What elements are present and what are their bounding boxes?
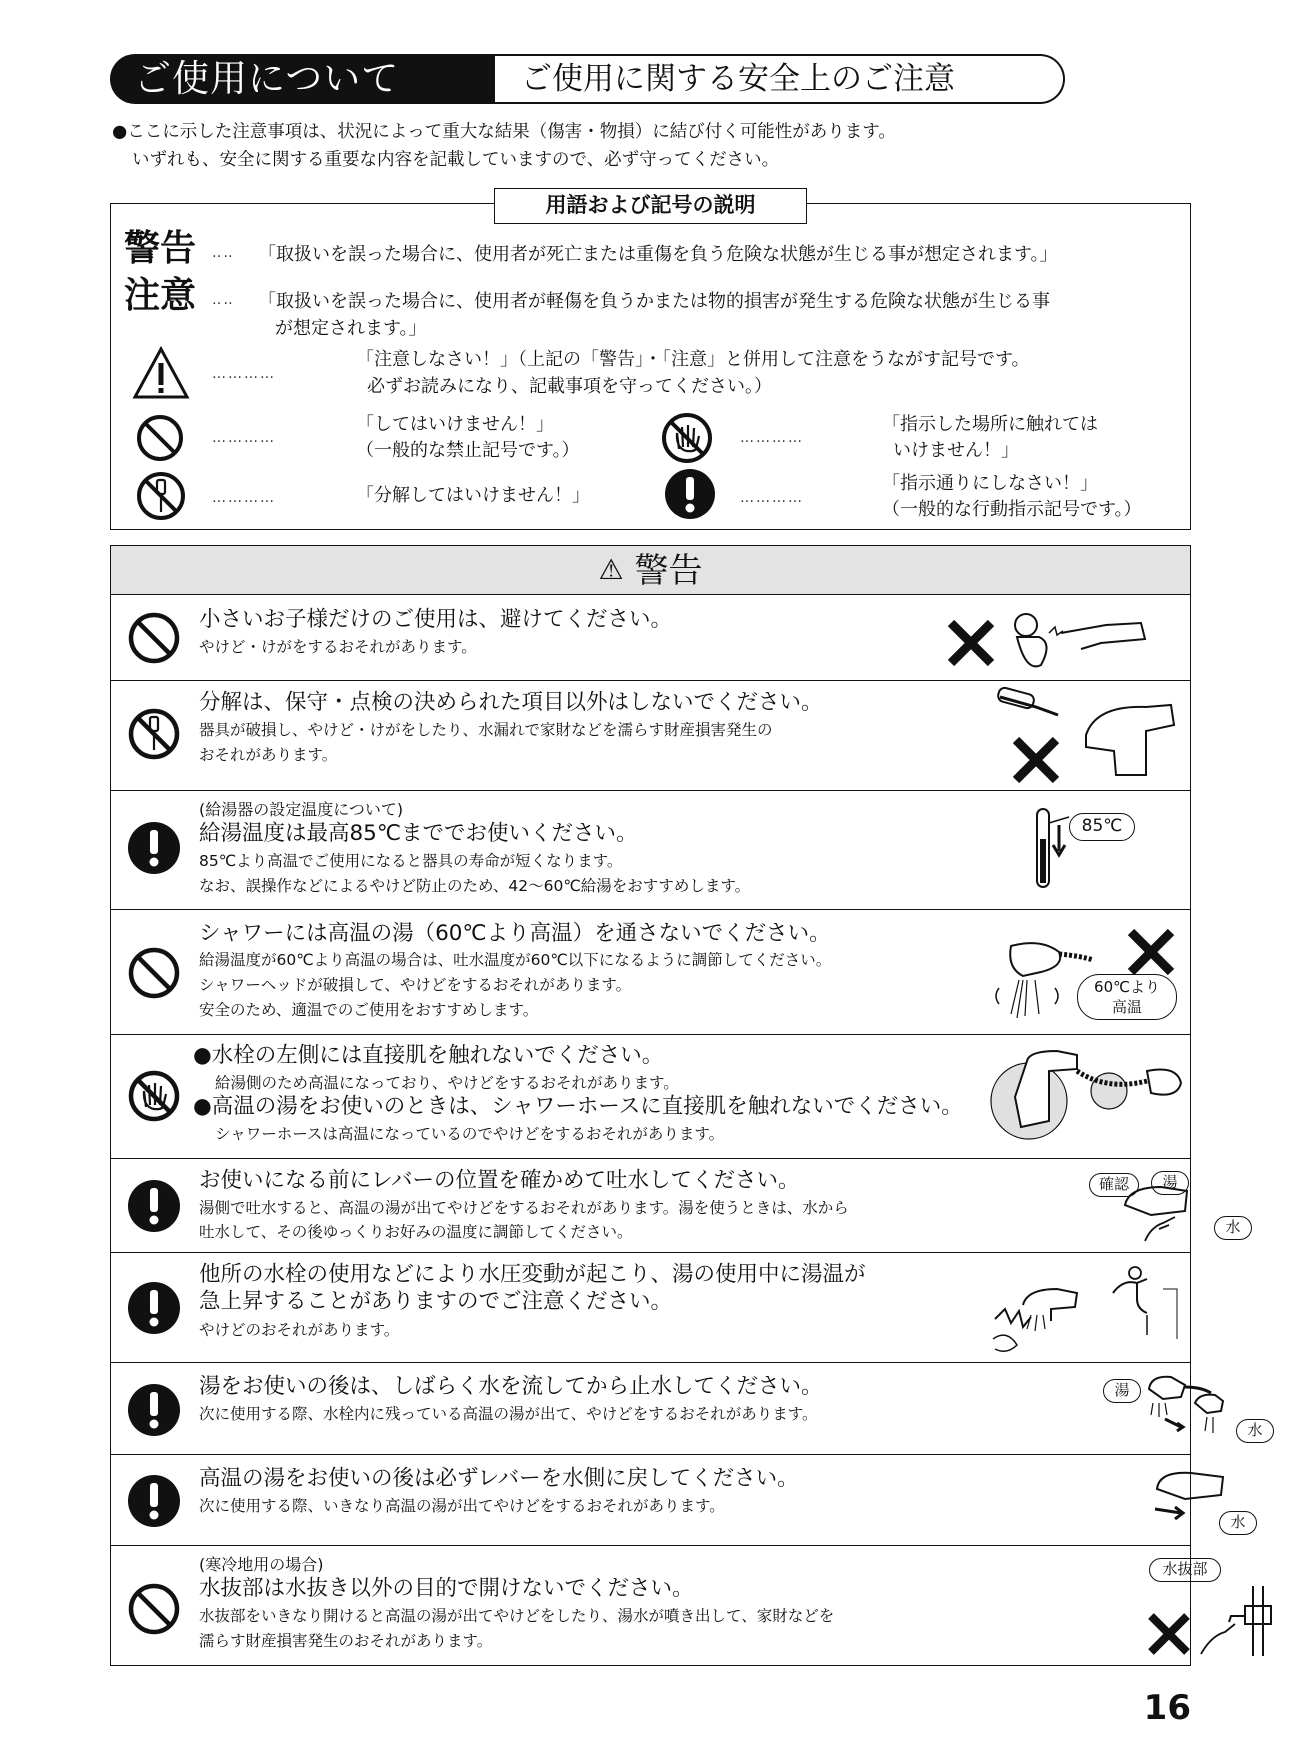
warning-row-2 bbox=[110, 681, 1191, 791]
warning-triangle-icon: ⚠ bbox=[598, 553, 624, 586]
flush-water-illustration bbox=[1141, 1369, 1231, 1451]
legend-triangle-text-2: 必ずお読みになり、記載事項を守ってください。） bbox=[367, 376, 772, 397]
section-header bbox=[110, 54, 1065, 104]
legend-nodisassemble-text: 「分解してはいけません！」 bbox=[356, 485, 590, 506]
warning-heading-text: 警告 bbox=[634, 551, 703, 591]
cold-tag: 水 bbox=[1219, 1511, 1257, 1535]
warning-row-3 bbox=[110, 791, 1191, 910]
child-faucet-illustration bbox=[931, 603, 1181, 675]
row-body-3: 安全のため、適温でのご使用をおすすめします。 bbox=[199, 1001, 539, 1019]
page-number: 16 bbox=[1143, 1688, 1191, 1728]
legend-caution-text-2: が想定されます。」 bbox=[275, 318, 427, 339]
row-body-2: 濡らす財産損害発生のおそれがあります。 bbox=[199, 1632, 493, 1650]
warning-row-7 bbox=[110, 1253, 1191, 1363]
mandatory-icon bbox=[664, 468, 716, 520]
cold-tag: 水 bbox=[1236, 1419, 1274, 1443]
legend-triangle-dots: ………… bbox=[212, 366, 276, 382]
mandatory-icon bbox=[127, 1281, 181, 1335]
row-body: 次に使用する際、水栓内に残っている高温の湯が出て、やけどをするおそれがあります。 bbox=[199, 1405, 818, 1423]
no-touch-icon bbox=[660, 411, 714, 465]
legend-warning-word: 警告 bbox=[124, 228, 197, 269]
row-body-1: 給湯側のため高温になっており、やけどをするおそれがあります。 bbox=[215, 1074, 679, 1092]
legend-mandatory-text-1: 「指示通りにしなさい！」 bbox=[882, 473, 1098, 494]
mandatory-icon bbox=[127, 1179, 181, 1233]
warning-row-1 bbox=[110, 595, 1191, 681]
warning-row-5 bbox=[110, 1035, 1191, 1159]
legend-mandatory-text-2: （一般的な行動指示記号です。） bbox=[882, 499, 1142, 520]
row-title: シャワーには高温の湯（60℃より高温）を通さないでください。 bbox=[199, 921, 831, 946]
cold-tag: 水 bbox=[1214, 1216, 1252, 1240]
confirm-tag: 確認 bbox=[1089, 1173, 1139, 1197]
legend-warning-dots: ‥‥ bbox=[212, 245, 235, 261]
hot-tag: 湯 bbox=[1151, 1171, 1189, 1195]
legend-notouch-text-2: いけません！」 bbox=[893, 440, 1019, 461]
row-body-2: なお、誤操作などによるやけど防止のため、42〜60℃給湯をおすすめします。 bbox=[199, 877, 751, 895]
row-body: やけど・けがをするおそれがあります。 bbox=[199, 638, 477, 656]
warning-row-4 bbox=[110, 910, 1191, 1035]
row-pre: (給湯器の設定温度について) bbox=[199, 800, 404, 819]
prohibit-icon bbox=[127, 946, 181, 1000]
mandatory-icon bbox=[127, 1383, 181, 1437]
lead-text-1: ●ここに示した注意事項は、状況によって重大な結果（傷害・物損）に結び付く可能性があります。 bbox=[112, 122, 896, 142]
warning-heading bbox=[110, 545, 1191, 595]
legend-notouch-text-1: 「指示した場所に触れては bbox=[882, 414, 1098, 435]
prohibit-icon bbox=[135, 413, 185, 463]
warning-row-9 bbox=[110, 1455, 1246, 1546]
temperature-tag: 85℃ bbox=[1069, 813, 1135, 841]
no-disassemble-icon bbox=[135, 470, 187, 522]
no-disassemble-icon bbox=[127, 707, 181, 761]
pressure-change-illustration bbox=[987, 1259, 1187, 1359]
row-title: 湯をお使いの後は、しばらく水を流してから止水してください。 bbox=[199, 1374, 823, 1399]
legend-mandatory-dots: ………… bbox=[740, 490, 804, 506]
hot-temp-tag-line1: 60℃より bbox=[1094, 978, 1160, 996]
row-body-2: シャワーヘッドが破損して、やけどをするおそれがあります。 bbox=[199, 976, 632, 994]
row-body-1: 水抜部をいきなり開けると高温の湯が出てやけどをしたり、湯水が噴き出して、家財などを bbox=[199, 1607, 835, 1625]
screwdriver-faucet-illustration bbox=[996, 685, 1181, 787]
row-body-1: 給湯温度が60℃より高温の場合は、吐水温度が60℃以下になるように調節してください。 bbox=[199, 951, 832, 969]
row-body-2: シャワーホースは高温になっているのでやけどをするおそれがあります。 bbox=[215, 1125, 725, 1143]
hot-temp-tag-line2: 高温 bbox=[1111, 998, 1142, 1016]
legend-prohibit-text-1: 「してはいけません！」 bbox=[356, 414, 554, 435]
no-touch-icon bbox=[127, 1069, 181, 1123]
legend-title: 用語および記号の説明 bbox=[494, 188, 807, 224]
caution-triangle-icon bbox=[132, 346, 190, 400]
hand-pointer-icon bbox=[1141, 1207, 1181, 1247]
legend-triangle-text-1: 「注意しなさい！」（上記の「警告」・「注意」と併用して注意をうながす記号です。 bbox=[356, 349, 1030, 370]
prohibit-icon bbox=[127, 1582, 181, 1636]
mandatory-icon bbox=[127, 821, 181, 875]
row-body: やけどのおそれがあります。 bbox=[199, 1321, 400, 1339]
row-body-1: 湯側で吐水すると、高温の湯が出てやけどをするおそれがあります。湯を使うときは、水から bbox=[199, 1199, 849, 1217]
legend-caution-text-1: 「取扱いを誤った場合に、使用者が軽傷を負うかまたは物的損害が発生する危険な状態が生じる事 bbox=[258, 291, 1050, 312]
legend-caution-dots: ‥‥ bbox=[212, 292, 235, 308]
row-title-2: 急上昇することがありますのでご注意ください。 bbox=[199, 1289, 673, 1314]
row-body-1: 器具が破損し、やけど・けがをしたり、水漏れで家財などを濡らす財産損害発生の bbox=[199, 721, 773, 739]
row-title-1: ●水栓の左側には直接肌を触れないでください。 bbox=[193, 1043, 664, 1068]
hot-temp-tag bbox=[1077, 974, 1177, 1020]
row-title: 給湯温度は最高85℃まででお使いください。 bbox=[199, 821, 638, 846]
page-title: ご使用に関する安全上のご注意 bbox=[495, 54, 1065, 104]
warning-row-6 bbox=[110, 1159, 1241, 1253]
drain-tag: 水抜部 bbox=[1149, 1558, 1221, 1582]
legend-warning-text: 「取扱いを誤った場合に、使用者が死亡または重傷を負う危険な状態が生じる事が想定されます。」 bbox=[258, 244, 1058, 265]
row-title: 分解は、保守・点検の決められた項目以外はしないでください。 bbox=[199, 690, 823, 715]
row-title: 高温の湯をお使いの後は必ずレバーを水側に戻してください。 bbox=[199, 1466, 799, 1491]
row-title: 水抜部は水抜き以外の目的で開けないでください。 bbox=[199, 1576, 694, 1601]
row-body-2: 吐水して、その後ゆっくりお好みの温度に調節してください。 bbox=[199, 1223, 633, 1241]
row-body-1: 85℃より高温でご使用になると器具の寿命が短くなります。 bbox=[199, 852, 623, 870]
legend-caution-word: 注意 bbox=[124, 275, 197, 316]
row-body-2: おそれがあります。 bbox=[199, 746, 338, 764]
faucet-hot-area-illustration bbox=[987, 1041, 1187, 1153]
prohibit-icon bbox=[127, 611, 181, 665]
row-title-1: 他所の水栓の使用などにより水圧変動が起こり、湯の使用中に湯温が bbox=[199, 1262, 866, 1287]
row-title-2: ●高温の湯をお使いのときは、シャワーホースに直接肌を触れないでください。 bbox=[193, 1094, 963, 1119]
hot-tag: 湯 bbox=[1103, 1379, 1141, 1403]
row-title: お使いになる前にレバーの位置を確かめて吐水してください。 bbox=[199, 1168, 800, 1193]
lead-text-2: いずれも、安全に関する重要な内容を記載していますので、必ず守ってください。 bbox=[132, 150, 780, 170]
warning-row-10 bbox=[110, 1546, 1208, 1666]
legend-notouch-dots: ………… bbox=[740, 430, 804, 446]
mandatory-icon bbox=[127, 1474, 181, 1528]
row-title: 小さいお子様だけのご使用は、避けてください。 bbox=[199, 607, 673, 632]
drain-valve-illustration bbox=[1141, 1576, 1291, 1661]
warning-row-8 bbox=[110, 1363, 1263, 1455]
legend-prohibit-text-2: （一般的な禁止記号です。） bbox=[356, 440, 580, 461]
row-pre: (寒冷地用の場合) bbox=[199, 1555, 324, 1574]
section-label: ご使用について bbox=[110, 54, 495, 104]
legend-prohibit-dots: ………… bbox=[212, 430, 276, 446]
row-body: 次に使用する際、いきなり高温の湯が出てやけどをするおそれがあります。 bbox=[199, 1497, 725, 1515]
legend-nodisassemble-dots: ………… bbox=[212, 490, 276, 506]
